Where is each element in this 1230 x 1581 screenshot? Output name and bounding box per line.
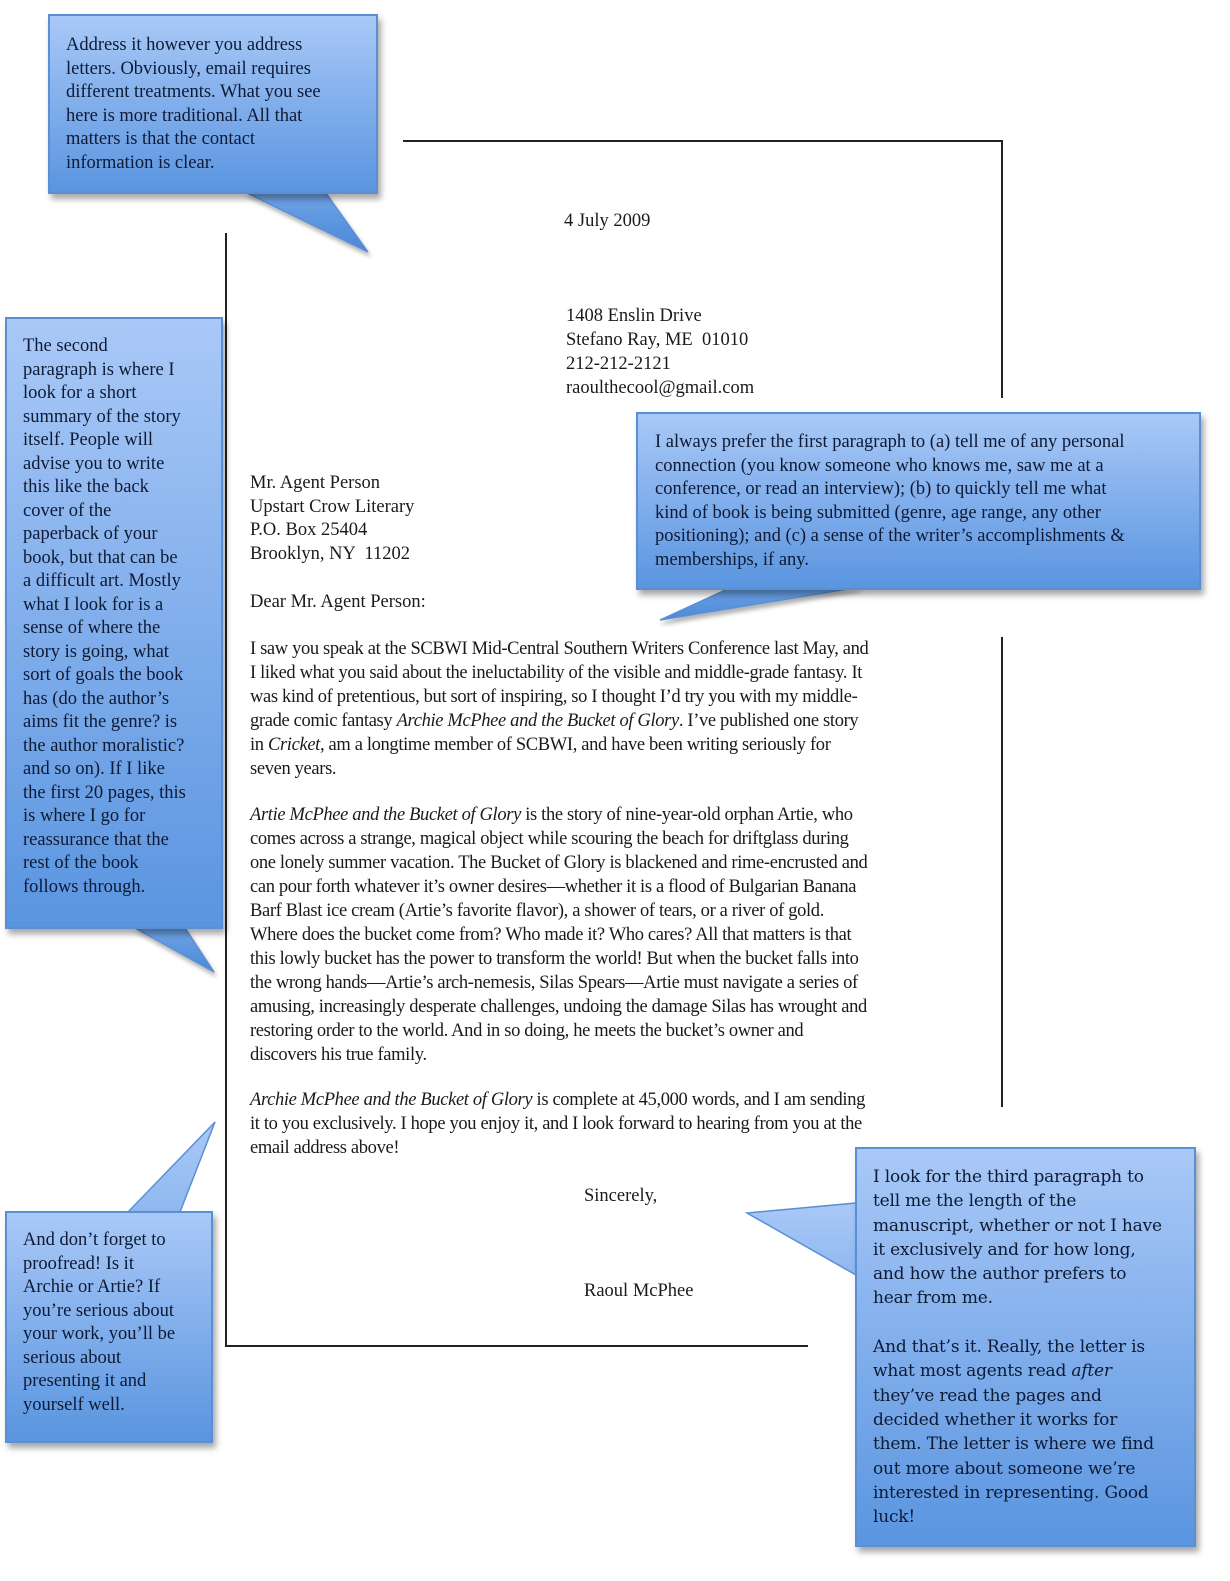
paragraph-line: amusing, increasingly desperate challenges, undoing the damage Silas has wrought and <box>250 997 867 1017</box>
callout-line: and how the author prefers to <box>873 1264 1127 1285</box>
book-title: Archie McPhee and the Bucket of Glory <box>250 1090 533 1110</box>
paragraph-line: the wrong hands—Artie’s arch-nemesis, Silas Spears—Artie must navigate a series of <box>250 973 858 993</box>
callout-line: a difficult art. Mostly <box>23 571 181 591</box>
callout-line: sort of goals the book <box>23 665 184 685</box>
callout-line: And that’s it. Really, the letter is <box>873 1337 1145 1358</box>
callout-line: what I look for is a <box>23 594 164 615</box>
paragraph-line: email address above! <box>250 1138 400 1158</box>
paragraph-line: Where does the bucket come from? Who made it? Who cares? All that matters is that <box>250 925 852 945</box>
text-run: , am a longtime member of SCBWI, and have been writing seriously for <box>319 735 831 755</box>
callout-line: them. The letter is where we find <box>873 1434 1154 1455</box>
paragraph-line: Barf Blast ice cream (Artie’s favorite flavor), a shower of tears, or a river of gold. <box>250 901 824 921</box>
callout-spacer <box>873 1311 1178 1335</box>
callout-line: summary of the story <box>23 406 181 427</box>
paragraph-line: seven years. <box>250 759 337 779</box>
callout-line: out more about someone we’re <box>873 1458 1136 1479</box>
callout-line: proofread! Is it <box>23 1253 134 1274</box>
paragraph-line: comes across a strange, magical object while scouring the beach for driftglass during <box>250 829 849 849</box>
callout-line: itself. People will <box>23 430 153 450</box>
callout-third-paragraph-tip <box>855 1147 1196 1547</box>
callout-line: paperback of your <box>23 524 158 544</box>
callout-line: I always prefer the first paragraph to (a) tell me of any personal <box>655 432 1125 452</box>
paragraph-line: was kind of pretentious, but sort of inspiring, so I thought I’d try you with my middle- <box>250 687 858 707</box>
callout-line: this like the back <box>23 477 149 497</box>
callout-line: serious about <box>23 1347 122 1368</box>
callout-line: hear from me. <box>873 1288 993 1309</box>
callout-line: cover of the <box>23 500 112 521</box>
callout-line: yourself well. <box>23 1394 125 1415</box>
callout-line: here is more traditional. All that <box>66 105 303 126</box>
callout-line: The second <box>23 336 108 356</box>
callout-line: I look for the third paragraph to <box>873 1167 1144 1187</box>
callout-line: decided whether it works for <box>873 1409 1118 1430</box>
recipient-name: Mr. Agent Person <box>250 473 381 493</box>
paragraph-line: one lonely summer vacation. The Bucket of Glory is blackened and rime-encrusted and <box>250 853 868 873</box>
callout-line: is where I go for <box>23 806 146 826</box>
text-run: . I’ve published one story <box>678 711 859 731</box>
callout-line: sense of where the <box>23 618 161 638</box>
callout-line: And don’t forget to <box>23 1230 166 1250</box>
salutation: Dear Mr. Agent Person: <box>250 592 426 612</box>
callout-line: your work, you’ll be <box>23 1324 176 1344</box>
callout-line: matters is that the contact <box>66 129 256 149</box>
recipient-box: P.O. Box 25404 <box>250 520 368 540</box>
callout-first-paragraph-text <box>655 431 1182 572</box>
callout-line <box>873 1359 1178 1383</box>
callout-third-paragraph-text <box>873 1165 1178 1529</box>
callout-line: look for a short <box>23 383 137 403</box>
callout-line: the first 20 pages, this <box>23 782 186 803</box>
callout-line: reassurance that the <box>23 829 169 850</box>
callout-proofread-tip <box>5 1211 213 1443</box>
callout-line: letters. Obviously, email requires <box>66 58 311 79</box>
callout-line: advise you to write <box>23 453 165 474</box>
callout-first-paragraph-tip <box>636 412 1201 590</box>
callout-line: the author moralistic? <box>23 735 185 756</box>
callout-line: paragraph is where I <box>23 359 175 380</box>
callout-second-paragraph-tip <box>5 317 223 929</box>
callout-line: you’re serious about <box>23 1300 175 1321</box>
closing: Sincerely, <box>584 1186 658 1206</box>
book-title: Artie McPhee and the Bucket of Glory <box>250 805 521 825</box>
paragraph-line: restoring order to the world. And in so doing, he meets the bucket’s owner and <box>250 1021 804 1041</box>
book-title: Archie McPhee and the Bucket of Glory <box>396 711 679 731</box>
callout-line: they’ve read the pages and <box>873 1385 1102 1406</box>
callout-address-tip <box>48 14 378 194</box>
callout-line: conference, or read an interview); (b) to quickly tell me what <box>655 479 1107 499</box>
callout-line: kind of book is being submitted (genre, age range, any other <box>655 502 1101 523</box>
callout-line: luck! <box>873 1507 916 1528</box>
callout-line: story is going, what <box>23 641 169 662</box>
callout-line: manuscript, whether or not I have <box>873 1215 1162 1236</box>
text-run: is the story of nine-year-old orphan Artie, who <box>520 805 853 825</box>
emphasis-after: after <box>1071 1361 1112 1382</box>
paragraph-line: I liked what you said about the ineluctability of the visible and middle-grade fantasy. It <box>250 663 863 683</box>
callout-proofread-text <box>23 1229 195 1417</box>
text-run: is complete at 45,000 words, and I am sending <box>532 1090 866 1110</box>
recipient-city: Brooklyn, NY 11202 <box>250 544 410 564</box>
callout-line: and so on). If I like <box>23 759 165 779</box>
magazine-title: Cricket <box>267 735 320 755</box>
callout-line: positioning); and (c) a sense of the writer’s accomplishments & <box>655 526 1125 546</box>
text-run: what most agents read <box>873 1361 1072 1382</box>
sender-street: 1408 Enslin Drive <box>566 306 702 326</box>
paragraph-line: I saw you speak at the SCBWI Mid-Central Southern Writers Conference last May, and <box>250 639 869 659</box>
callout-line: information is clear. <box>66 152 215 173</box>
paragraph-line: discovers his true family. <box>250 1045 427 1065</box>
callout-second-paragraph-text <box>23 335 205 899</box>
sender-city: Stefano Ray, ME 01010 <box>566 330 749 350</box>
paragraph-line: this lowly bucket has the power to transform the world! But when the bucket falls into <box>250 949 859 969</box>
text-run: grade comic fantasy <box>250 711 397 731</box>
callout-line: tell me the length of the <box>873 1191 1077 1212</box>
callout-line: interested in representing. Good <box>873 1482 1149 1503</box>
letter-date: 4 July 2009 <box>564 211 651 231</box>
callout-line: Archie or Artie? If <box>23 1277 161 1297</box>
callout-line: follows through. <box>23 876 146 897</box>
sender-email: raoulthecool@gmail.com <box>566 378 755 398</box>
sender-phone: 212-212-2121 <box>566 354 671 374</box>
callout-line: aims fit the genre? is <box>23 712 178 732</box>
callout-line: has (do the author’s <box>23 688 170 709</box>
callout-line: memberships, if any. <box>655 549 809 570</box>
signature: Raoul McPhee <box>584 1281 694 1301</box>
callout-line: rest of the book <box>23 853 139 873</box>
callout-line: different treatments. What you see <box>66 82 321 102</box>
paragraph-line: can pour forth whatever it’s owner desires—whether it is a flood of Bulgarian Banana <box>250 877 857 897</box>
recipient-company: Upstart Crow Literary <box>250 497 415 517</box>
callout-line: Address it however you address <box>66 35 303 55</box>
callout-line: presenting it and <box>23 1371 147 1391</box>
callout-line: it exclusively and for how long, <box>873 1239 1136 1260</box>
paragraph-line: it to you exclusively. I hope you enjoy it, and I look forward to hearing from you at the <box>250 1114 862 1134</box>
callout-line: book, but that can be <box>23 547 178 568</box>
callout-line: connection (you know someone who knows me, saw me at a <box>655 455 1104 476</box>
text-run: in <box>250 735 268 755</box>
